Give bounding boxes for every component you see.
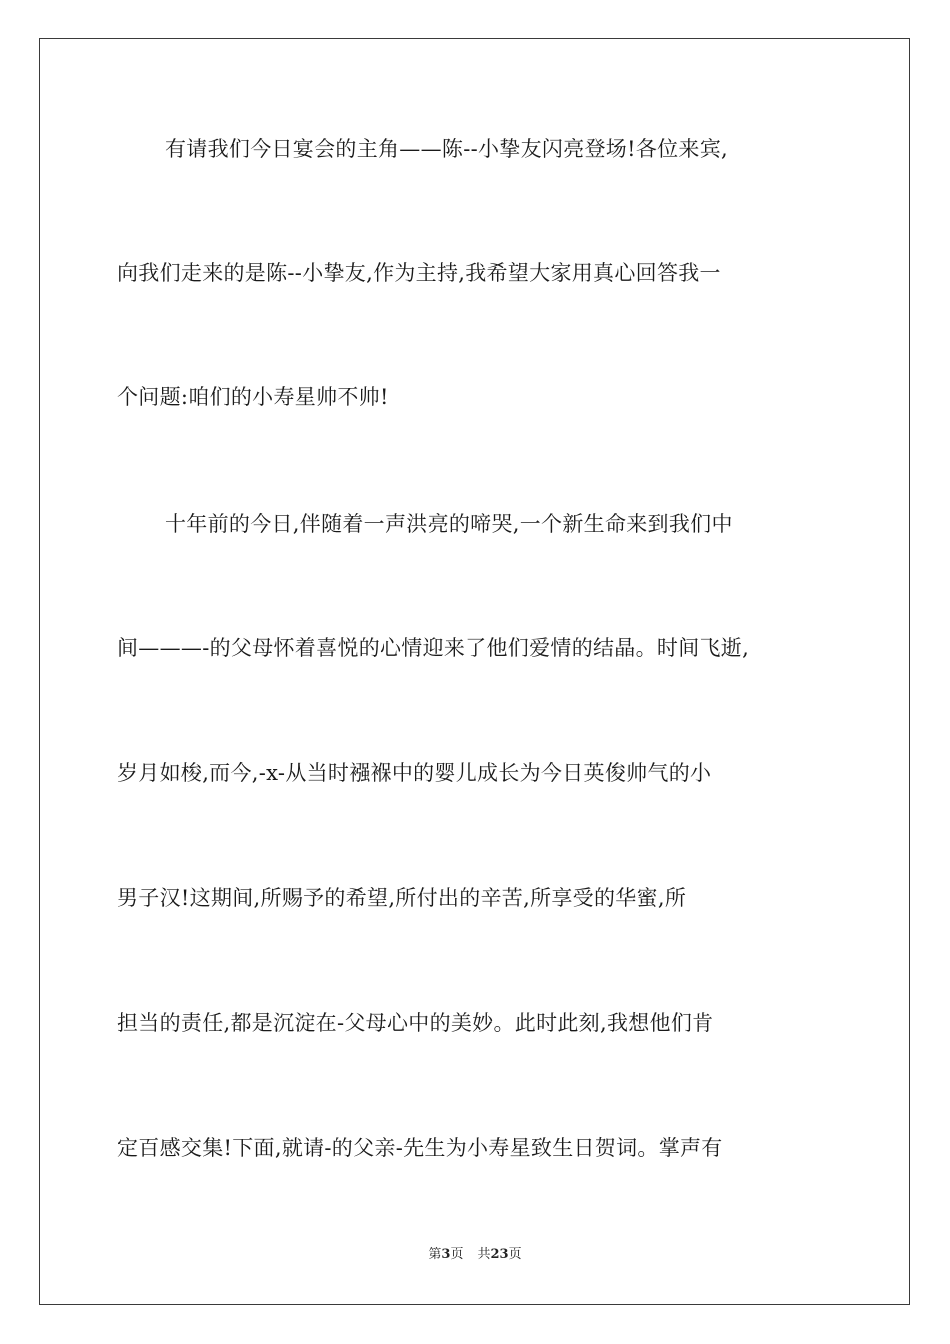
page-footer <box>0 1246 950 1264</box>
total-suffix: 页 <box>508 1247 522 1262</box>
paragraph-line-5: 间———-的父母怀着喜悦的心情迎来了他们爱情的结晶。时间飞逝, <box>117 636 750 660</box>
paragraph-line-4: 十年前的今日,伴随着一声洪亮的啼哭,一个新生命来到我们中 <box>165 512 733 536</box>
paragraph-line-2: 向我们走来的是陈--小挚友,作为主持,我希望大家用真心回答我一 <box>117 261 721 285</box>
paragraph-line-1: 有请我们今日宴会的主角——陈--小挚友闪亮登场!各位来宾, <box>165 137 729 161</box>
page-number: 3 <box>441 1247 451 1262</box>
total-pages: 23 <box>490 1247 509 1262</box>
paragraph-line-9: 定百感交集!下面,就请-的父亲-先生为小寿星致生日贺词。掌声有 <box>117 1136 723 1160</box>
page-prefix: 第 <box>428 1247 442 1262</box>
page-suffix: 页 <box>450 1247 464 1262</box>
paragraph-line-8: 担当的责任,都是沉淀在-父母心中的美妙。此时此刻,我想他们肯 <box>117 1011 714 1035</box>
page-border <box>39 38 910 1305</box>
paragraph-line-7: 男子汉!这期间,所赐予的希望,所付出的辛苦,所享受的华蜜,所 <box>117 886 687 910</box>
paragraph-line-6: 岁月如梭,而今,-x-从当时襁褓中的婴儿成长为今日英俊帅气的小 <box>117 761 712 785</box>
paragraph-line-3: 个问题:咱们的小寿星帅不帅! <box>117 385 389 409</box>
total-prefix: 共 <box>477 1247 491 1262</box>
